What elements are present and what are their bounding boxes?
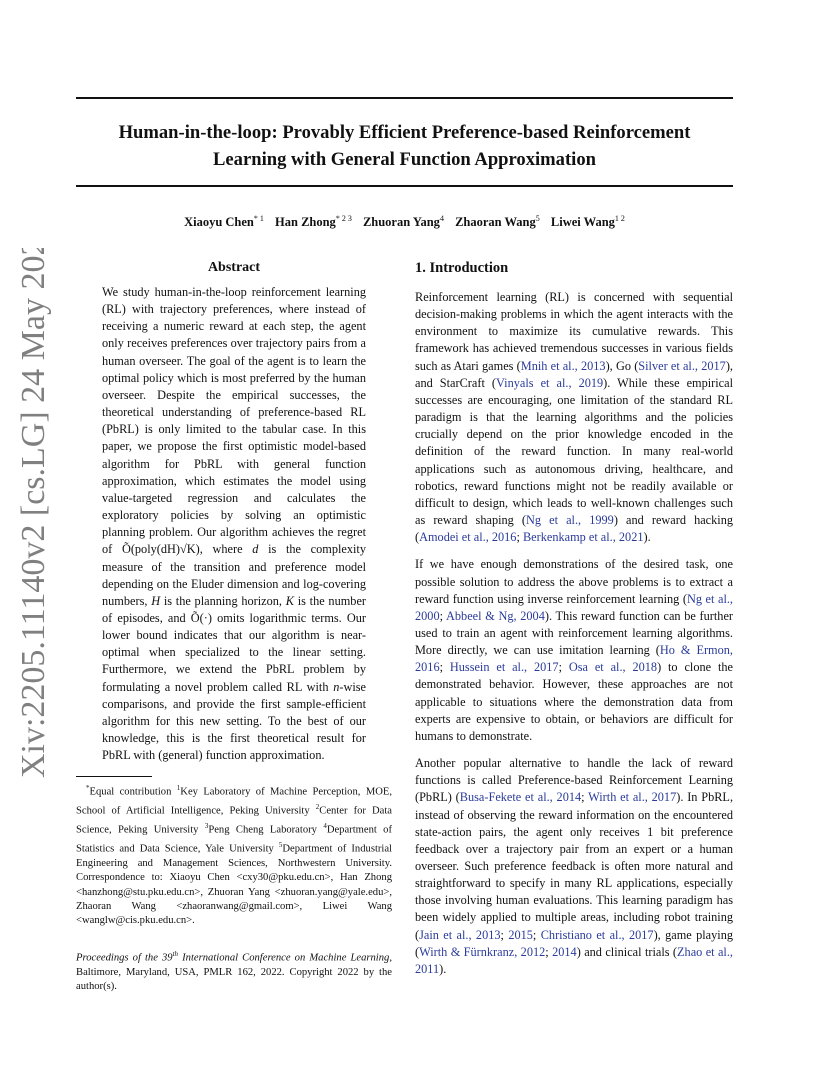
citation-link[interactable]: Wirth & Fürnkranz, 2012 [419,944,546,959]
arxiv-id: arXiv:2205.11140v2 [cs.LG] 24 May 2022 [15,248,52,778]
citation-link[interactable]: Hussein et al., 2017 [449,660,559,675]
author: Zhaoran Wang$^5$ [455,214,540,230]
footnote-rule [76,776,152,777]
affiliations-footnote: *Equal contribution $^1$Key Laboratory of Machine Perception, MOE, School of Artificial Intelligence, Peking University $^2$Center for Data Science, Peking University $^3$Peng Cheng Laboratory $^4$Department of Statistics and Data Science, Yale University $^5$Department of Industrial Engineering and Management Sciences, Northwestern University. Correspondence to: Xiaoyu Chen <cxy30@pku.edu.cn>, Han Zhong <hanzhong@stu.pku.edu.cn>, Zhuoran Yang <zhuoran.yang@yale.edu>, Zhaoran Wang <zhaoranwang@gmail.com>, Liwei Wang <wanglw@cis.pku.edu.cn>. [76,784,393,927]
left-column [76,260,392,764]
right-column [415,260,733,988]
citation-link[interactable]: Christiano et al., 2017 [540,927,654,942]
citation-link[interactable]: Zhao et al., 2011 [415,944,733,976]
section-heading-introduction: 1. Introduction [415,260,509,276]
title-rule-top [76,97,733,99]
citation-link[interactable]: Ng et al., 2000 [415,591,734,623]
title-line-1: Human-in-the-loop: Provably Efficient Preference-based Reinforcement [118,122,691,143]
proceedings-note: Proceedings of the 39th International Conference on Machine Learning, Baltimore, Maryland, USA, PMLR 162, 2022. Copyright 2022 by the author(s). [76,949,392,993]
citation-link[interactable]: Osa et al., 2018 [568,660,658,675]
citation-link[interactable]: Ng et al., 1999 [526,513,614,528]
citation-link[interactable]: Berkenkamp et al., 2021 [522,530,644,545]
citation-link[interactable]: 2015 [508,927,533,942]
footnotes [76,781,392,995]
citation-link[interactable]: Jain et al., 2013 [419,927,501,942]
author-list [76,214,733,230]
citation-link[interactable]: Wirth et al., 2017 [588,790,677,805]
intro-paragraph-1: Reinforcement learning (RL) is concerned with sequential decision-making problems in which the agent interacts with the environment to maximize its cumulative rewards. This framework has achieved tremendous successes in various fields such as Atari games (Mnih et al., 2013), Go (Silver et al., 2017), and StarCraft (Vinyals et al., 2019). While these empirical successes are encouraging, one limitation of the standard RL paradigm is that the learning algorithms and the policies crucially depend on the prior knowledge encoded in the definition of the reward function. In many real-world applications such as autonomous driving, healthcare, and robotics, reward functions might not be readily available or difficult to design, which leads to well-known challenges such as reward shaping (Ng et al., 1999) and reward hacking (Amodei et al., 2016; Berkenkamp et al., 2021). [415,290,733,545]
author: Xiaoyu Chen$^{* 1}$ [184,214,264,230]
intro-paragraph-3: Another popular alternative to handle the lack of reward functions is called Preference-based Reinforcement Learning (PbRL) (Busa-Fekete et al., 2014; Wirth et al., 2017). In PbRL, instead of observing the reward information on the encountered state-action pairs, the agent only receives 1 bit preference feedback over a trajectory pair from an expert or a human overseer. Such preference feedback is often more natural and straightforward to specify in many RL applications, especially those involving human evaluations. This learning paradigm has been widely applied to multiple areas, including robot training (Jain et al., 2013; 2015; Christiano et al., 2017), game playing (Wirth & Fürnkranz, 2012; 2014) and clinical trials (Zhao et al., 2011). [415,756,734,976]
citation-link[interactable]: 2014 [552,944,577,959]
title-line-2: Learning with General Function Approximation [213,149,596,170]
intro-paragraph-2: If we have enough demonstrations of the desired task, one possible solution to address the above problems is to extract a reward function using inverse reinforcement learning (Ng et al., 2000; Abbeel & Ng, 2004). This reward function can be further used to train an agent with reinforcement learning algorithms. More directly, we can use imitation learning (Ho & Ermon, 2016; Hussein et al., 2017; Osa et al., 2018) to clone the demonstrated behavior. However, these approaches are not applicable to situations where the demonstration data from experts are expensive to obtain, or behaviors are difficult for humans to demonstrate. [415,557,734,743]
arxiv-stamp [10,248,58,778]
author: Han Zhong$^{* 2 3}$ [275,214,352,230]
citation-link[interactable]: Silver et al., 2017 [638,358,726,373]
citation-link[interactable]: Mnih et al., 2013 [520,358,606,373]
abstract-text: We study human-in-the-loop reinforcement learning (RL) with trajectory preferences, where instead of receiving a numeric reward at each step, the agent only receives preferences over trajectory pairs from a human overseer. The goal of the agent is to learn the optimal policy which is most preferred by the human overseer. Despite the empirical successes, the theoretical understanding of preference-based RL (PbRL) is only limited to the tabular case. In this paper, we propose the first optimistic model-based algorithm for PbRL with general function approximation, which estimates the model using value-targeted regression and calculates the exploratory policies by solving an optimistic planning problem. Our algorithm achieves the regret of Õ(poly(dH)√K), where d is the complexity measure of the transition and preference model depending on the Eluder dimension and log-covering numbers, H is the planning horizon, K is the number of episodes, and Õ(·) omits logarithmic terms. Our lower bound indicates that our algorithm is near-optimal when specialized to the linear setting. Furthermore, we extend the PbRL problem by formulating a novel problem called RL with n-wise comparisons, and provide the first sample-efficient algorithm for this new setting. To the best of our knowledge, this is the first theoretical result for PbRL with (general) function approximation. [102,285,367,763]
title-rule-bottom [76,185,733,187]
paper-title [76,119,733,173]
citation-link[interactable]: Abbeel & Ng, 2004 [446,608,545,623]
citation-link[interactable]: Ho & Ermon, 2016 [415,643,733,675]
citation-link[interactable]: Busa-Fekete et al., 2014 [459,790,582,805]
author: Zhuoran Yang$^4$ [362,214,444,230]
citation-link[interactable]: Amodei et al., 2016 [419,530,517,545]
citation-link[interactable]: Vinyals et al., 2019 [496,375,604,390]
author: Liwei Wang$^{1 2}$ [550,214,625,230]
abstract-heading: Abstract [207,260,261,275]
